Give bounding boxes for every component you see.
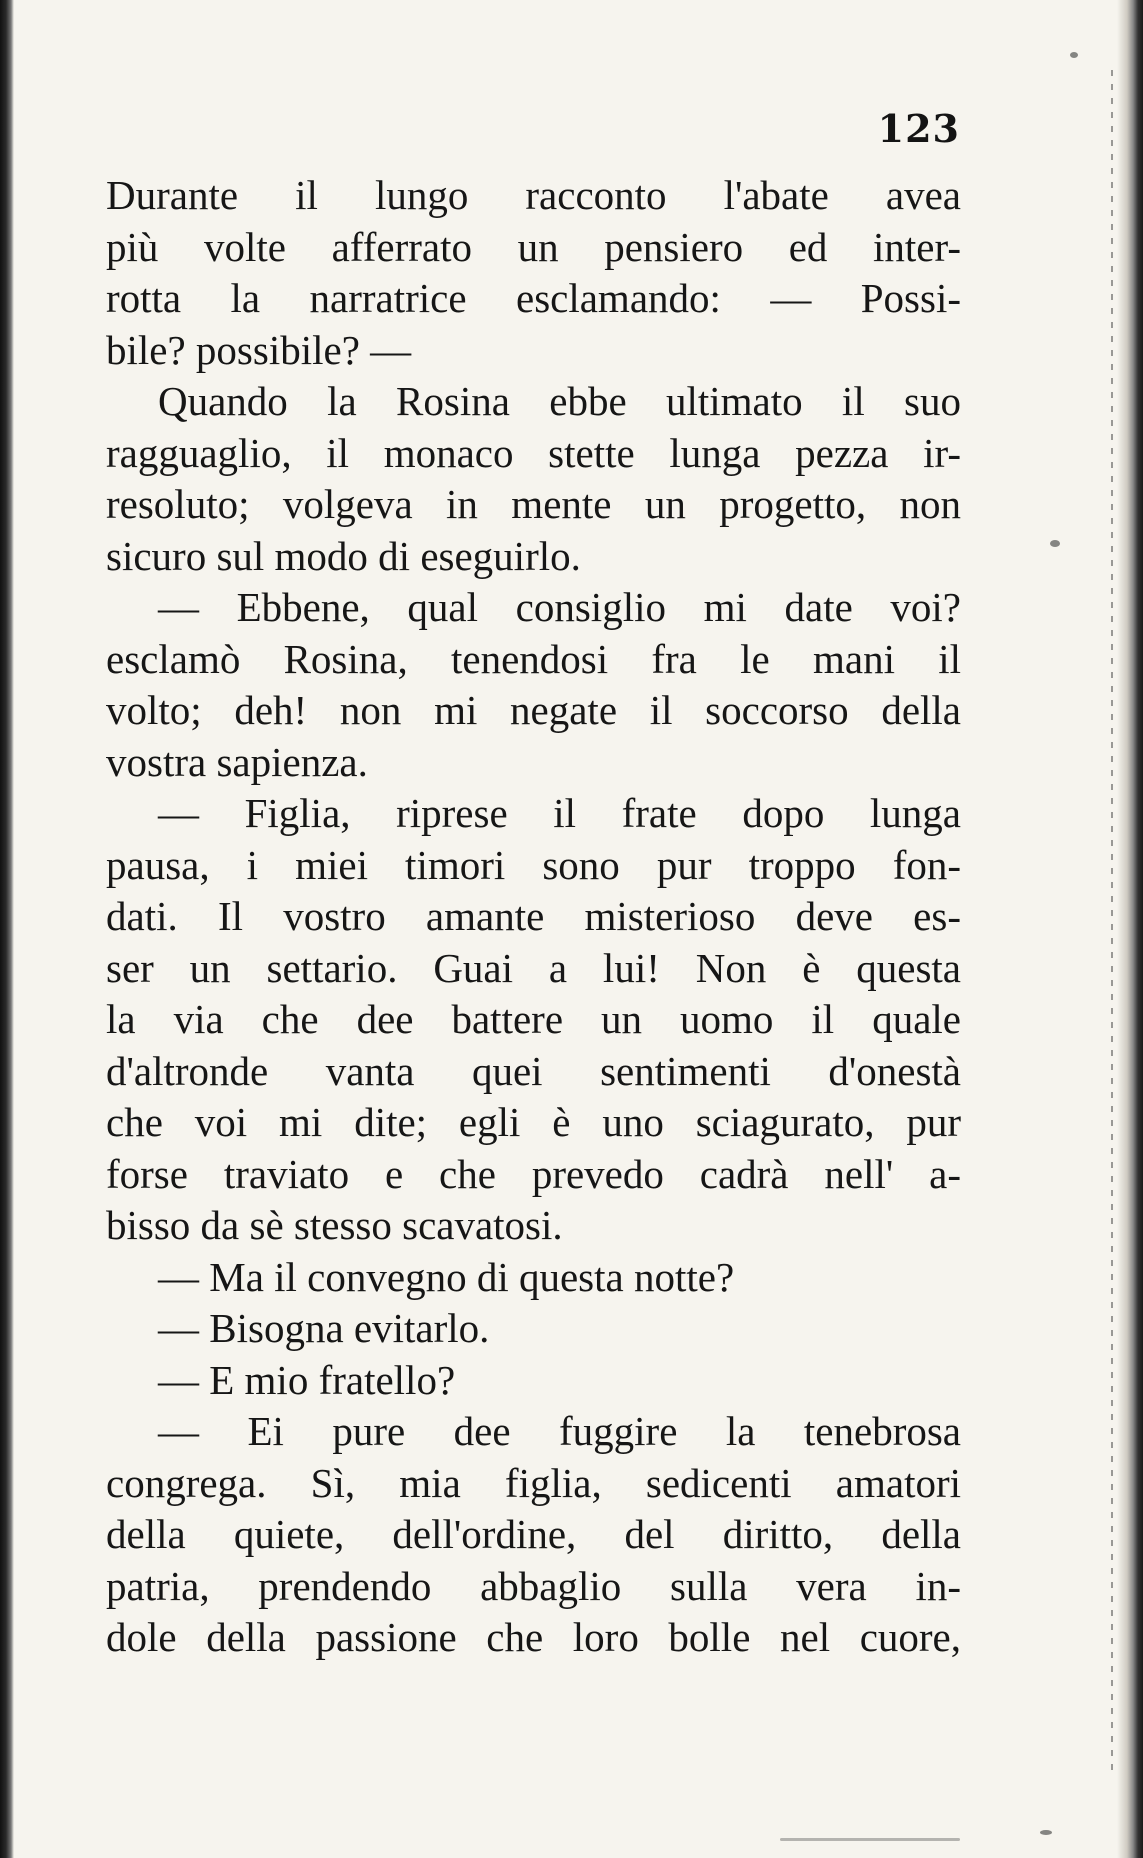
text-line: dati. Il vostro amante misterioso deve es- bbox=[106, 893, 961, 939]
text-line: sicuro sul modo di eseguirlo. bbox=[106, 532, 581, 579]
text-line: congrega. Sì, mia figlia, sedicenti amatori bbox=[106, 1459, 961, 1506]
scan-speck bbox=[780, 1838, 960, 1841]
text-line: — Bisogna evitarlo. bbox=[158, 1305, 490, 1351]
text-line: bile? possibile? — bbox=[106, 326, 412, 373]
text-line: resoluto; volgeva in mente un progetto, non bbox=[106, 481, 961, 527]
text-line: Durante il lungo racconto l'abate avea bbox=[106, 172, 961, 218]
scan-speck bbox=[1050, 540, 1060, 547]
text-line: patria, prendendo abbaglio sulla vera in- bbox=[106, 1562, 961, 1609]
text-line: — E mio fratello? bbox=[158, 1356, 456, 1403]
text-line: — Ebbene, qual consiglio mi date voi? bbox=[158, 584, 961, 630]
text-line: più volte afferrato un pensiero ed inter- bbox=[106, 223, 961, 270]
text-line: bisso da sè stesso scavatosi. bbox=[106, 1202, 563, 1248]
scan-speck bbox=[1040, 1830, 1052, 1835]
text-line: la via che dee battere un uomo il quale bbox=[106, 996, 961, 1042]
text-line: esclamò Rosina, tenendosi fra le mani il bbox=[106, 635, 961, 682]
text-line: d'altronde vanta quei sentimenti d'onestà bbox=[106, 1047, 961, 1094]
text-line: Quando la Rosina ebbe ultimato il suo bbox=[158, 378, 961, 424]
text-line: — Ei pure dee fuggire la tenebrosa bbox=[158, 1408, 961, 1454]
text-line: forse traviato e che prevedo cadrà nell' a- bbox=[106, 1150, 961, 1197]
text-line: dole della passione che loro bolle nel cuore, bbox=[106, 1614, 961, 1660]
page-edge-speckle bbox=[1111, 70, 1113, 1770]
page-edge-right bbox=[1117, 0, 1143, 1858]
text-line: — Ma il convegno di questa notte? bbox=[158, 1253, 735, 1300]
text-line: della quiete, dell'ordine, del diritto, della bbox=[106, 1511, 961, 1557]
text-line: che voi mi dite; egli è uno sciagurato, pur bbox=[106, 1099, 961, 1145]
text-line: vostra sapienza. bbox=[106, 738, 368, 785]
text-line: rotta la narratrice esclamando: — Possi- bbox=[106, 275, 961, 321]
text-line: ragguaglio, il monaco stette lunga pezza ir- bbox=[106, 429, 961, 476]
page-number: 123 bbox=[877, 106, 960, 151]
scan-speck bbox=[1070, 52, 1078, 58]
text-line: ser un settario. Guai a lui! Non è questa bbox=[106, 944, 961, 991]
body-text bbox=[106, 170, 961, 1664]
text-line: pausa, i miei timori sono pur troppo fon- bbox=[106, 841, 961, 888]
text-line: — Figlia, riprese il frate dopo lunga bbox=[158, 790, 961, 836]
text-line: volto; deh! non mi negate il soccorso della bbox=[106, 687, 961, 733]
binding-edge-left bbox=[0, 0, 14, 1858]
